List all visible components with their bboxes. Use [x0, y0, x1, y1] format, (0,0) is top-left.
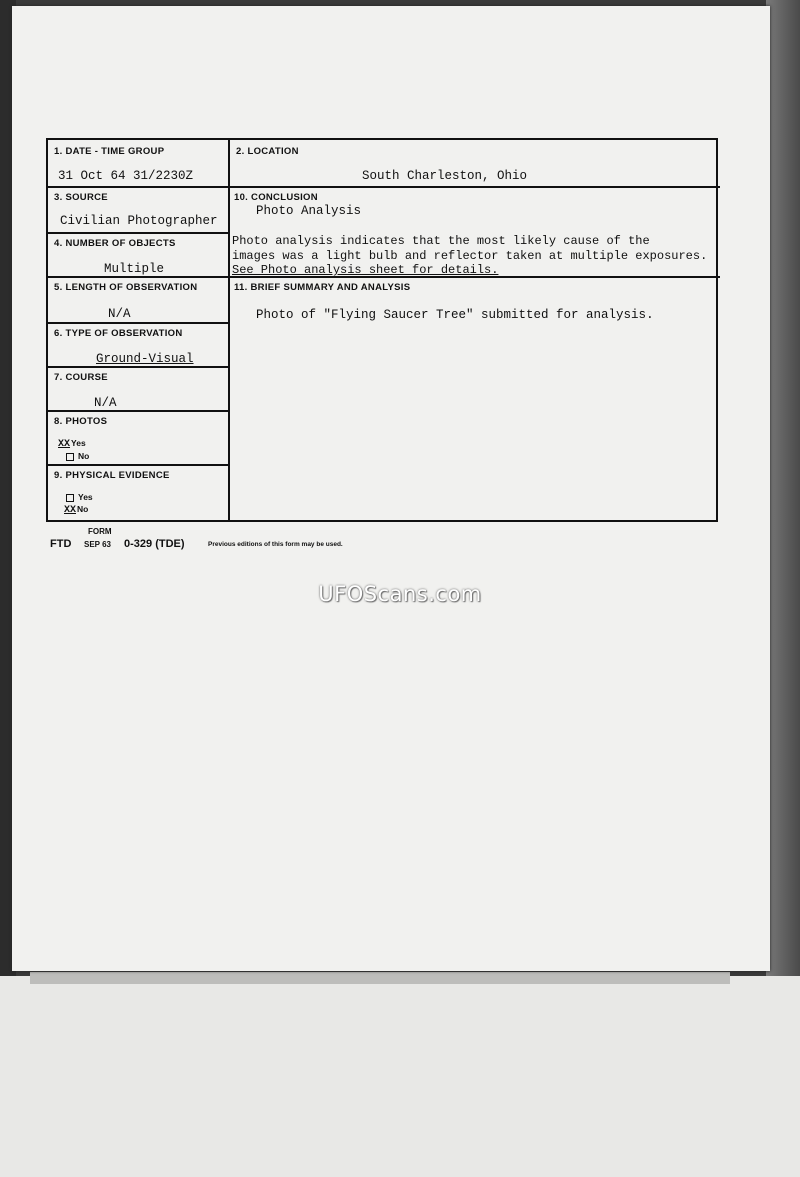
- photos-yes-label: Yes: [71, 438, 86, 448]
- length-of-observation-value: N/A: [108, 307, 131, 321]
- sheet-shadow: [30, 972, 730, 984]
- physical-evidence-no-option: [64, 504, 88, 516]
- underlying-sheet: [0, 976, 800, 1177]
- date-time-group-label: 1. DATE - TIME GROUP: [54, 146, 165, 157]
- row-divider: [48, 232, 230, 234]
- physical-evidence-yes-option: [66, 492, 93, 502]
- location-value: South Charleston, Ohio: [362, 169, 528, 183]
- conclusion-text-line: images was a light bulb and reflector taken at multiple exposures.: [232, 249, 708, 263]
- column-divider: [228, 140, 230, 520]
- checkbox-icon: [66, 453, 74, 461]
- course-label: 7. COURSE: [54, 372, 108, 383]
- brief-summary-label: 11. BRIEF SUMMARY AND ANALYSIS: [234, 282, 411, 293]
- type-of-observation-value: Ground-Visual: [96, 352, 194, 366]
- checked-mark: XX: [58, 439, 71, 450]
- number-of-objects-label: 4. NUMBER OF OBJECTS: [54, 238, 176, 249]
- conclusion-text-line: Photo analysis indicates that the most likely cause of the: [232, 234, 650, 248]
- source-value: Civilian Photographer: [60, 214, 218, 228]
- course-value: N/A: [94, 396, 117, 410]
- row-divider: [48, 410, 230, 412]
- form-date: SEP 63: [84, 540, 111, 549]
- photos-no-label: No: [78, 451, 90, 461]
- form-id: FTD: [50, 538, 72, 550]
- row-divider: [48, 464, 230, 466]
- photos-label: 8. PHOTOS: [54, 416, 108, 427]
- location-label: 2. LOCATION: [236, 146, 299, 157]
- project-card-form: [46, 138, 718, 522]
- row-divider: [48, 186, 720, 188]
- source-label: 3. SOURCE: [54, 192, 108, 203]
- watermark: UFOScans.com: [318, 582, 482, 606]
- type-of-observation-label: 6. TYPE OF OBSERVATION: [54, 328, 183, 339]
- brief-summary-value: Photo of "Flying Saucer Tree" submitted for analysis.: [256, 308, 654, 322]
- row-divider: [48, 366, 230, 368]
- physical-evidence-label: 9. PHYSICAL EVIDENCE: [54, 470, 170, 481]
- physical-evidence-yes-label: Yes: [78, 492, 93, 502]
- form-number: 0-329 (TDE): [124, 538, 185, 550]
- conclusion-label: 10. CONCLUSION: [234, 192, 318, 203]
- length-of-observation-label: 5. LENGTH OF OBSERVATION: [54, 282, 198, 293]
- photos-yes-option: [58, 438, 86, 450]
- number-of-objects-value: Multiple: [104, 262, 165, 276]
- form-word: FORM: [88, 527, 112, 536]
- conclusion-value: Photo Analysis: [256, 204, 362, 218]
- physical-evidence-no-label: No: [77, 504, 89, 514]
- date-time-group-value: 31 Oct 64 31/2230Z: [58, 169, 194, 183]
- checkbox-icon: [66, 494, 74, 502]
- conclusion-text-line: See Photo analysis sheet for details.: [232, 263, 499, 277]
- scan-right-edge: [766, 0, 800, 1000]
- photos-no-option: [66, 451, 89, 461]
- row-divider: [48, 322, 230, 324]
- checked-mark: XX: [64, 505, 77, 516]
- form-note: Previous editions of this form may be used.: [208, 541, 343, 548]
